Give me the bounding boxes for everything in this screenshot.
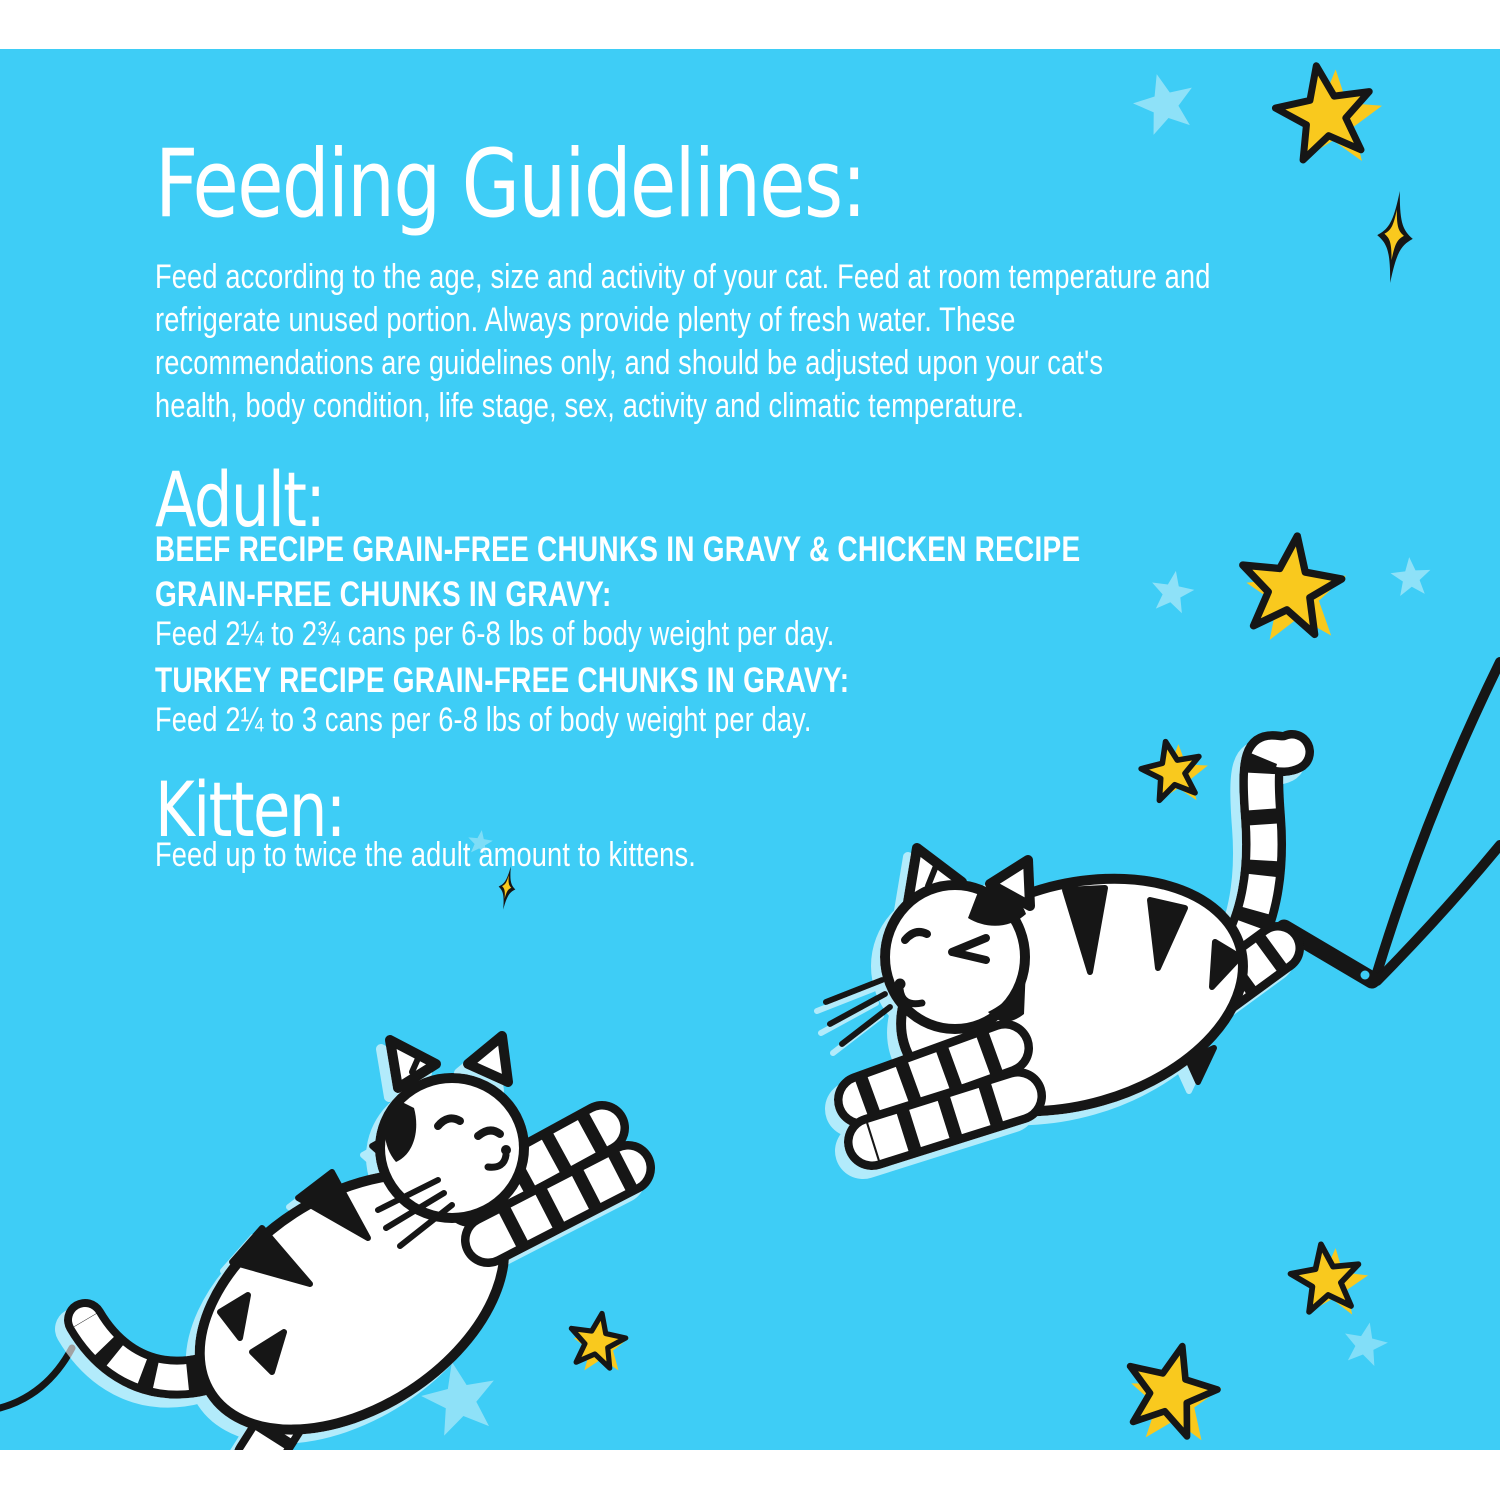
star-icon [1389,555,1432,596]
feeding-guidelines-text [155,49,1275,1450]
adult-section-heading: Adult: [155,455,325,544]
star-icon [1287,1236,1379,1325]
feeding-guidelines-panel [0,49,1500,1450]
adult-recipe2-feeding-amount: Feed 2¼ to 3 cans per 6-8 lbs of body weight per day. [155,701,812,739]
adult-recipe1-name: BEEF RECIPE GRAIN-FREE CHUNKS IN GRAVY & CHICKEN RECIPE [155,530,1081,569]
intro-line: recommendations are guidelines only, and should be adjusted upon your cat's [155,344,1104,382]
sparkle-icon [1372,189,1417,285]
kitten-feeding-amount: Feed up to twice the adult amount to kittens. [155,836,696,874]
intro-line: health, body condition, life stage, sex, activity and climatic temperature. [155,387,1025,425]
rope-line [0,1348,72,1408]
adult-recipe1-name: GRAIN-FREE CHUNKS IN GRAVY: [155,575,612,614]
intro-line: refrigerate unused portion. Always provide plenty of fresh water. These [155,301,1016,339]
page-title: Feeding Guidelines: [155,130,866,239]
intro-line: Feed according to the age, size and activity of your cat. Feed at room temperature and [155,258,1211,296]
adult-recipe1-feeding-amount: Feed 2¼ to 2¾ cans per 6-8 lbs of body weight per day. [155,615,835,653]
kitten-section-heading: Kitten: [155,765,345,854]
trapeze-icon [1284,662,1500,981]
adult-recipe2-name: TURKEY RECIPE GRAIN-FREE CHUNKS IN GRAVY: [155,661,850,700]
star-icon [1269,52,1399,178]
star-icon [1340,1318,1391,1368]
